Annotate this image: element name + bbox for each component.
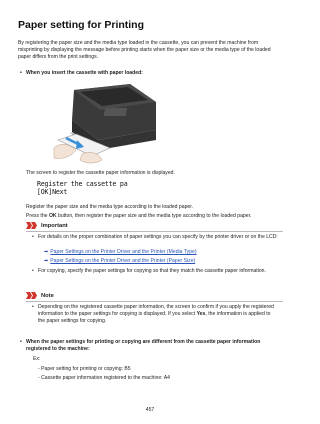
intro-paragraph: By registering the paper size and the media type loaded in the cassette, you can prevent the machine from misprinting by displaying the message before printing starts when the paper size or the media type of the loaded paper differs from the print settings.	[18, 40, 271, 61]
note-icon	[26, 292, 38, 299]
press-ok-text: Press the OK button, then register the paper size and the media type according to the loaded paper.	[26, 213, 252, 219]
link-media-type[interactable]: ➡ Paper Settings on the Printer Driver and the Printer (Media Type)	[44, 249, 197, 255]
important-icon	[26, 222, 38, 229]
ok-button-label: OK	[48, 213, 57, 219]
important-item-2: • For copying, specify the paper settings for copying so that they match the cassette paper information.	[32, 268, 266, 274]
page-title: Paper setting for Printing	[18, 19, 145, 31]
lcd-line-2: [OK]Next	[37, 188, 68, 196]
bullet-settings-differ: • When the paper settings for printing or copying are different from the cassette paper information registered to the machine:	[20, 339, 261, 353]
important-heading: Important	[26, 222, 68, 229]
important-divider	[26, 231, 283, 232]
bullet-insert-cassette-text: When you insert the cassette with paper loaded:	[26, 70, 143, 76]
lcd-screen	[37, 180, 147, 197]
page-number: 457	[145, 407, 155, 413]
link-arrow-icon: ➡	[44, 249, 49, 255]
important-item-1: • For details on the proper combination of paper settings you can specify by the printer driver or on the LCD:	[32, 234, 278, 240]
example-item-1: - Paper setting for printing or copying: B5	[38, 366, 131, 372]
note-item-1: • Depending on the registered cassette paper information, the screen to confirm if you apply the registered information to the paper settings for copying is displayed. If you select Yes, the information is applied to the paper settings for copying.	[32, 304, 274, 325]
example-label: Ex:	[33, 356, 41, 362]
link-paper-size[interactable]: ➡ Paper Settings on the Printer Driver and the Printer (Paper Size)	[44, 258, 196, 264]
register-text: Register the paper size and the media type according to the loaded paper.	[26, 204, 194, 210]
screen-caption: The screen to register the cassette paper information is displayed.	[26, 170, 175, 176]
note-heading: Note	[26, 292, 54, 299]
bullet-insert-cassette: • When you insert the cassette with paper loaded:	[20, 70, 143, 76]
printer-illustration	[52, 80, 164, 166]
lcd-line-1: Register the cassette pa	[37, 180, 128, 188]
note-divider	[26, 301, 283, 302]
example-item-2: - Cassette paper information registered to the machine: A4	[38, 375, 170, 381]
link-arrow-icon: ➡	[44, 258, 49, 264]
